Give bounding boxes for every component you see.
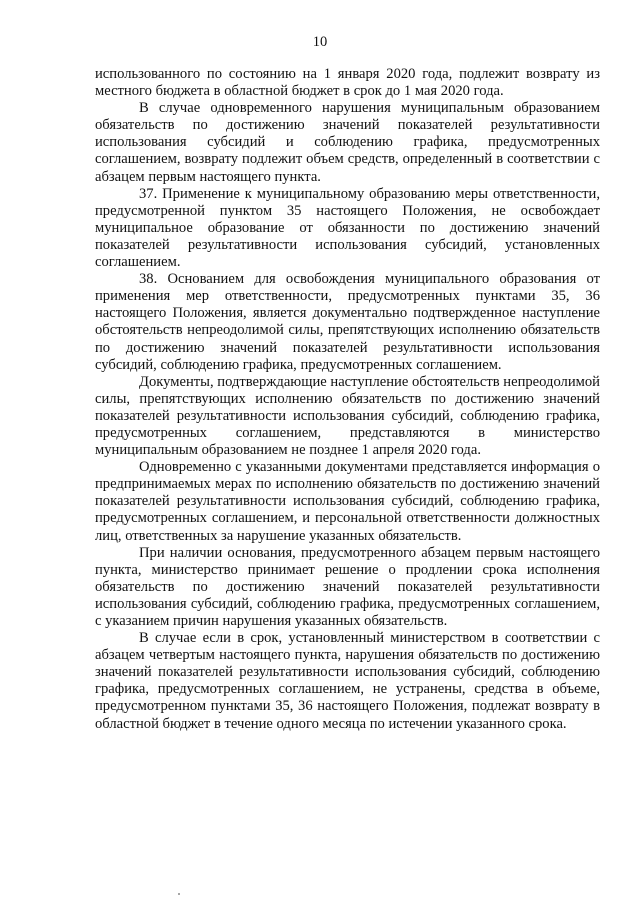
paragraph-simultaneous-violation: В случае одновременного нарушения муниципальным образованием обязательств по достижению значений показателей результативности использования субсидий и соблюдению графика, предусмотренных соглашением, возврату подлежит объем средств, определенный в соответствии с абзацем первым настоящего пункта. [95, 100, 600, 185]
page-number: 10 [312, 34, 328, 50]
paragraph-continuation: использованного по состоянию на 1 января 2020 года, подлежит возврату из местного бюджета в областной бюджет в срок до 1 мая 2020 года. [95, 66, 600, 100]
paragraph-information: Одновременно с указанными документами представляется информация о предпринимаемых мерах по исполнению обязательств по достижению значений показателей результативности использования субсидий, соблюдению графика, предусмотренных соглашением, и персональной ответственности должностных лиц, ответственных за нарушение указанных обязательств. [95, 459, 600, 544]
document-body [95, 66, 600, 733]
paragraph-item-38: 38. Основанием для освобождения муниципального образования от применения мер ответственности, предусмотренных пунктами 35, 36 настоящего Положения, является документально подтвержденное наступление обстоятельств непреодолимой силы, препятствующих исполнению обязательств по достижению значений показателей результативности использования субсидий, соблюдению графика, предусмотренных соглашением. [95, 271, 600, 373]
paragraph-documents: Документы, подтверждающие наступление обстоятельств непреодолимой силы, препятствующих исполнению обязательств по достижению значений показателей результативности использования субсидий, соблюдению графика, предусмотренных соглашением, представляются в министерство муниципальным образованием не позднее 1 апреля 2020 года. [95, 373, 600, 459]
paragraph-item-37: 37. Применение к муниципальному образованию меры ответственности, предусмотренной пунктом 35 настоящего Положения, не освобождает муниципальное образование от обязанности по достижению значений показателей результативности использования субсидий, установленных соглашением. [95, 185, 600, 271]
paragraph-return: В случае если в срок, установленный министерством в соответствии с абзацем четвертым настоящего пункта, нарушения обязательств по достижению значений показателей результативности использования субсидий, соблюдению графика, предусмотренных соглашением, не устранены, средства в объеме, предусмотренном пунктами 35, 36 настоящего Положения, подлежат возврату в областной бюджет в течение одного месяца по истечении указанного срока. [95, 630, 600, 732]
scan-speck [178, 893, 180, 895]
paragraph-extension: При наличии основания, предусмотренного абзацем первым настоящего пункта, министерство принимает решение о продлении срока исполнения обязательств по достижению значений показателей результативности использования субсидий, соблюдению графика, предусмотренных соглашением, с указанием причин нарушения указанных обязательств. [95, 544, 600, 629]
